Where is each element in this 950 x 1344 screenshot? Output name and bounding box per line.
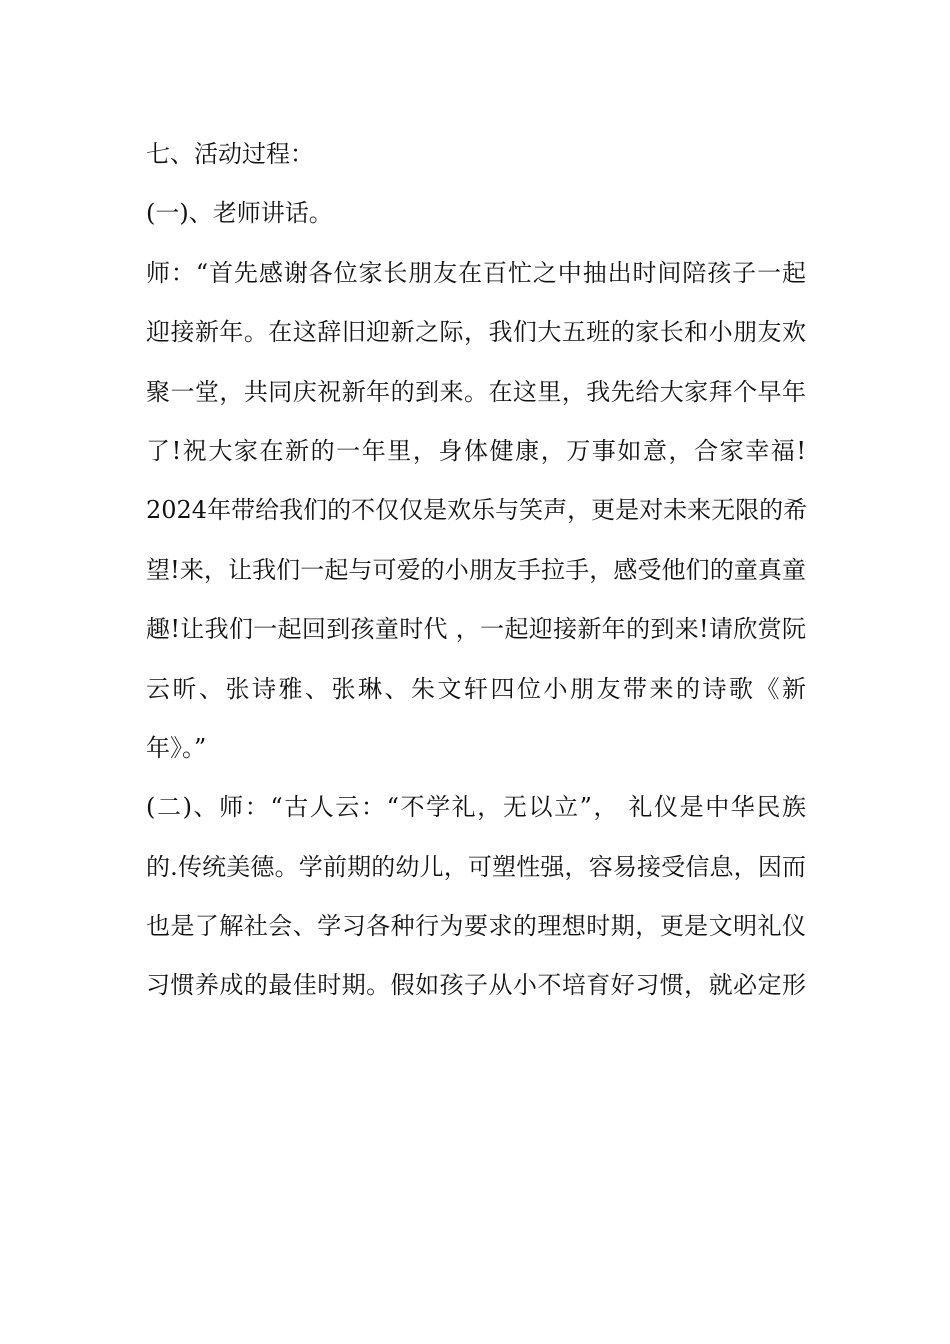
paragraph-line: 望!来，让我们一起与可爱的小朋友手拉手，感受他们的童真童 [146,555,806,584]
paragraph-line: (二)、师：“古人云：“不学礼，无以立”， 礼仪是中华民族 [146,793,806,822]
paragraph-line: 2024年带给我们的不仅仅是欢乐与笑声，更是对未来无限的希 [146,496,808,525]
paragraph-line: 云昕、张诗雅、张琳、朱文轩四位小朋友带来的诗歌《新 [146,674,806,703]
subsection-heading: (一)、老师讲话。 [146,199,333,228]
paragraph-line: 也是了解社会、学习各种行为要求的理想时期，更是文明礼仪 [146,912,806,941]
document-body [146,130,806,1021]
paragraph-line: 聚一堂，共同庆祝新年的到来。在这里，我先给大家拜个早年 [146,377,806,406]
paragraph-line: 了!祝大家在新的一年里，身体健康，万事如意，合家幸福! [146,436,806,465]
paragraph-line: 趣!让我们一起回到孩童时代 ，一起迎接新年的到来!请欣赏阮 [146,615,806,644]
paragraph-line: 迎接新年。在这辞旧迎新之际，我们大五班的家长和小朋友欢 [146,318,806,347]
paragraph-line: 习惯养成的最佳时期。假如孩子从小不培育好习惯，就必定形 [146,971,806,1000]
paragraph-line: 师：“首先感谢各位家长朋友在百忙之中抽出时间陪孩子一起 [146,258,806,287]
paragraph-line: 年》。” [146,733,207,762]
paragraph-line: 的.传统美德。学前期的幼儿，可塑性强，容易接受信息，因而 [146,852,806,881]
section-heading: 七、活动过程： [146,140,314,168]
